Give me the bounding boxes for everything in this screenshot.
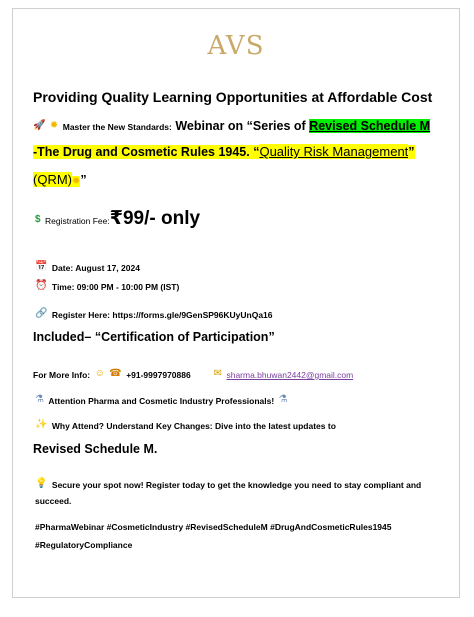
info-label: For More Info: (33, 370, 91, 380)
contact-info (33, 365, 353, 383)
register-line[interactable] (35, 305, 273, 323)
register-text[interactable]: Register Here: https://forms.gle/9GenSP96KUyUnQa16 (51, 310, 273, 320)
revised-schedule-highlight: Revised Schedule M (309, 119, 431, 133)
microscope-icon: ⚗ (35, 394, 44, 406)
registration-fee (35, 207, 200, 230)
phone-icon: ☎ (109, 368, 122, 380)
why-attend (35, 416, 336, 434)
revised-schedule-heading: Revised Schedule M. (33, 442, 158, 456)
line3-tail: ” (80, 173, 87, 187)
microscope-icon-2: ⚗ (278, 394, 288, 406)
qrm-title: Quality Risk Management (259, 144, 409, 159)
calendar-icon: 📅 (35, 261, 48, 273)
face-icon: ☺ (94, 368, 105, 380)
fee-value: ₹99/- only (109, 208, 201, 229)
secure-line (35, 475, 421, 493)
date-text: Date: August 17, 2024 (51, 263, 140, 273)
hashtags-line-1: #PharmaWebinar #CosmeticIndustry #RevisedScheduleM #DrugAndCosmeticRules1945 (35, 522, 392, 532)
webinar-line-3 (33, 171, 87, 189)
phone-number[interactable]: +91-9997970886 (126, 370, 191, 380)
page-heading: Providing Quality Learning Opportunities at Affordable Cost (33, 89, 433, 105)
qrm-abbrev: (QRM) (33, 172, 72, 187)
master-prefix: Master the New Standards: (62, 122, 172, 132)
included-certification: Included– “Certification of Participation” (33, 330, 275, 344)
logo-text: AVS (207, 31, 265, 61)
sparkle-icon-2: ✹ (72, 176, 81, 187)
alarm-clock-icon: ⏰ (35, 280, 48, 292)
attention-line (35, 391, 288, 409)
email-icon: ✉ (213, 368, 223, 380)
dollar-icon: $ (35, 214, 41, 226)
sparkle-icon: ✹ (49, 120, 59, 132)
event-date (35, 258, 140, 276)
webinar-title: Webinar on “Series of (171, 119, 310, 133)
document-page (12, 8, 460, 598)
qrm-close-quote: ” (408, 145, 415, 159)
webinar-line-2 (33, 143, 415, 161)
lightbulb-icon: 💡 (35, 478, 48, 490)
fee-label: Registration Fee: (45, 216, 110, 226)
attention-text: Attention Pharma and Cosmetic Industry Professionals! (48, 396, 275, 406)
avs-logo (13, 31, 459, 61)
time-text: Time: 09:00 PM - 10:00 PM (IST) (51, 282, 180, 292)
rocket-icon: 🚀 (33, 120, 46, 132)
webinar-line-1 (33, 117, 430, 135)
succeed-text: succeed. (35, 496, 72, 506)
email-link[interactable]: sharma.bhuwan2442@gmail.com (226, 370, 354, 380)
link-icon: 🔗 (35, 308, 48, 320)
event-time (35, 277, 179, 295)
hashtags-line-2: #RegulatoryCompliance (35, 540, 133, 550)
secure-text: Secure your spot now! Register today to get the knowledge you need to stay compliant and (51, 480, 422, 490)
sparkles-icon: ✨ (35, 419, 48, 431)
why-text: Why Attend? Understand Key Changes: Dive into the latest updates to (51, 421, 336, 431)
drug-rules-text: -The Drug and Cosmetic Rules 1945. “ (33, 145, 260, 159)
